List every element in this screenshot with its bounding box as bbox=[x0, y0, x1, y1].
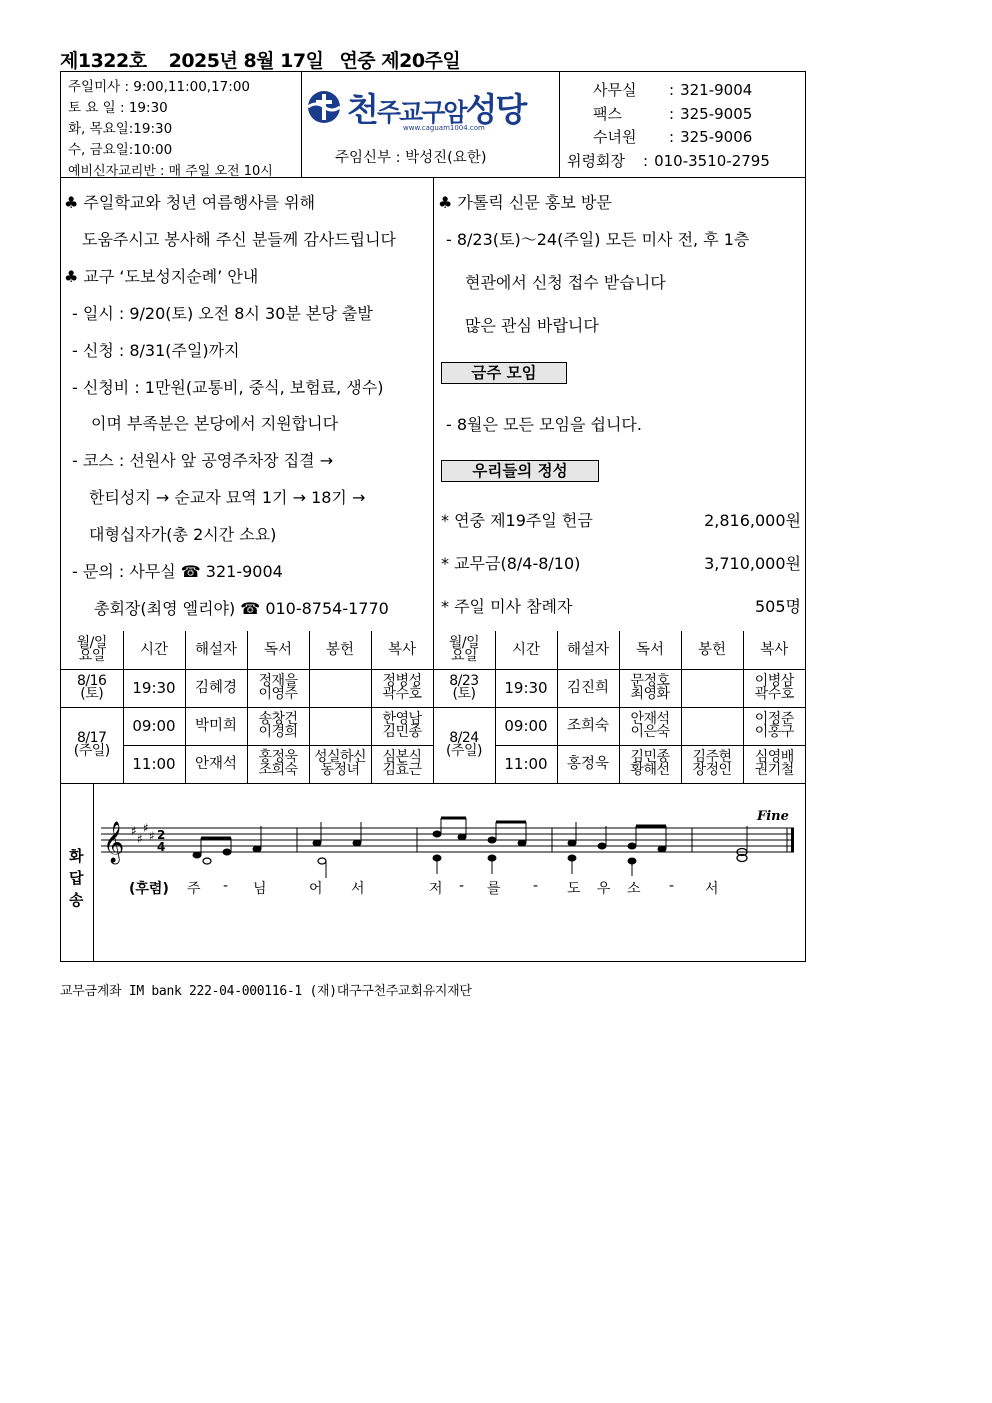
server-cell: 한영남 김민종 bbox=[371, 707, 433, 745]
contact-label: 위령회장 bbox=[567, 151, 625, 170]
time-cell: 11:00 bbox=[495, 745, 557, 783]
day-cell: 8/16 (토) bbox=[61, 669, 123, 707]
lyric-syllable: - bbox=[223, 878, 229, 894]
server-cell: 심본식 김효근 bbox=[371, 745, 433, 783]
contact-row bbox=[567, 79, 770, 103]
psalm-label-char: 송 bbox=[69, 891, 84, 909]
offering-cell bbox=[309, 669, 371, 707]
time-cell: 19:30 bbox=[123, 669, 185, 707]
table-header-row bbox=[61, 631, 805, 669]
treble-clef-icon: 𝄞 bbox=[103, 822, 125, 863]
header-cell: 봉헌 bbox=[681, 631, 743, 669]
server-cell: 이정준 이홍구 bbox=[743, 707, 805, 745]
lyric-syllable: 어 bbox=[309, 881, 323, 897]
time-cell: 09:00 bbox=[123, 707, 185, 745]
offering-amount: 3,710,000원 bbox=[704, 554, 801, 573]
notice-line: - 신청비 : 1만원(교통비, 중식, 보험료, 생수) bbox=[72, 378, 384, 397]
refrain-label: (후렴) bbox=[129, 881, 169, 897]
header-cell: 월/일 요일 bbox=[433, 631, 495, 669]
contact-value: 325-9006 bbox=[680, 128, 753, 146]
svg-text:♯: ♯ bbox=[131, 824, 137, 838]
header-cell: 월/일 요일 bbox=[61, 631, 123, 669]
offering-amount: 505명 bbox=[755, 597, 801, 616]
offering-amount: 2,816,000원 bbox=[704, 511, 801, 530]
mass-time-line: 주일미사 : 9:00,11:00,17:00 bbox=[68, 79, 251, 95]
commentator-cell: 김혜경 bbox=[185, 669, 247, 707]
notice-line: - 코스 : 선원사 앞 공영주차장 집결 → bbox=[72, 451, 334, 470]
svg-text:2: 2 bbox=[157, 828, 166, 842]
bulletin-date: 2025년 8월 17일 bbox=[168, 50, 324, 72]
contact-label: 사무실 bbox=[593, 81, 637, 99]
lyric-syllable: 를 bbox=[487, 881, 501, 897]
contact-label: 수녀원 bbox=[593, 128, 637, 146]
notice-line: 이며 부족분은 본당에서 지원합니다 bbox=[91, 414, 339, 433]
header-cell: 독서 bbox=[619, 631, 681, 669]
parish-url: www.caguam1004.com bbox=[403, 124, 485, 132]
lyric-syllable: 소 bbox=[627, 881, 641, 897]
contact-row bbox=[567, 103, 770, 127]
lyric-syllable: 서 bbox=[705, 881, 719, 897]
contact-colon: : bbox=[669, 104, 675, 123]
divider bbox=[301, 72, 302, 177]
day-cell: 8/24 (주일) bbox=[433, 707, 495, 783]
reader-cell: 송창건 이경희 bbox=[247, 707, 309, 745]
psalm-music-score bbox=[97, 808, 797, 878]
lyric-syllable: 서 bbox=[351, 881, 365, 897]
lyric-syllable: - bbox=[669, 878, 675, 894]
bulletin-title bbox=[60, 46, 808, 70]
notice-line: - 일시 : 9/20(토) 오전 8시 30분 본당 출발 bbox=[72, 304, 373, 323]
contact-value: 325-9005 bbox=[680, 104, 753, 123]
mass-time-line: 수, 금요일:10:00 bbox=[68, 142, 173, 158]
notice-line: - 신청 : 8/31(주일)까지 bbox=[72, 341, 240, 360]
lyric-syllable: 저 bbox=[429, 881, 443, 897]
server-cell: 심영배 권기철 bbox=[743, 745, 805, 783]
reader-cell: 안재석 이은숙 bbox=[619, 707, 681, 745]
parish-logo bbox=[307, 86, 547, 134]
reader-cell: 홍정욱 조희숙 bbox=[247, 745, 309, 783]
svg-text:♯: ♯ bbox=[149, 829, 155, 843]
header-cell: 시간 bbox=[495, 631, 557, 669]
offering-cell bbox=[309, 707, 371, 745]
commentator-cell: 김진희 bbox=[557, 669, 619, 707]
mass-time-line: 예비신자교리반 : 매 주일 오전 10시 bbox=[68, 164, 273, 179]
contact-row bbox=[567, 126, 770, 150]
contact-row bbox=[567, 150, 770, 174]
ministry-schedule-table bbox=[61, 631, 805, 784]
server-cell: 이병삼 곽수호 bbox=[743, 669, 805, 707]
issue-number: 제1322호 bbox=[60, 50, 147, 72]
table-row bbox=[61, 669, 805, 707]
header-cell: 복사 bbox=[371, 631, 433, 669]
parish-name: 천주교구암성당 bbox=[347, 90, 526, 129]
svg-text:4: 4 bbox=[157, 840, 166, 854]
svg-text:♯: ♯ bbox=[137, 832, 143, 846]
notice-line: - 8월은 모든 모임을 쉽니다. bbox=[446, 415, 642, 434]
header-cell: 복사 bbox=[743, 631, 805, 669]
lyric-syllable: 님 bbox=[253, 881, 267, 897]
notice-heading: ♣ 교구 ‘도보성지순례’ 안내 bbox=[64, 267, 259, 286]
notice-line: 총회장(최영 엘리야) ☎ 010-8754-1770 bbox=[94, 599, 389, 618]
contact-value: 321-9004 bbox=[680, 81, 753, 99]
divider bbox=[433, 177, 434, 631]
time-cell: 09:00 bbox=[495, 707, 557, 745]
lyric-syllable: - bbox=[533, 878, 539, 894]
header-cell: 해설자 bbox=[185, 631, 247, 669]
offering-label: * 주일 미사 참례자 bbox=[441, 597, 573, 616]
reader-cell: 정재을 이영주 bbox=[247, 669, 309, 707]
offering-cell bbox=[681, 707, 743, 745]
contact-colon: : bbox=[669, 128, 675, 146]
reader-cell: 김민종 황해선 bbox=[619, 745, 681, 783]
notice-heading: ♣ 주일학교와 청년 여름행사를 위해 bbox=[64, 193, 316, 212]
contact-label: 팩스 bbox=[593, 104, 622, 123]
lyric-syllable: 도 bbox=[567, 881, 581, 897]
day-cell: 8/23 (토) bbox=[433, 669, 495, 707]
notice-line: 한티성지 → 순교자 묘역 1기 → 18기 → bbox=[89, 488, 366, 507]
divider bbox=[61, 783, 805, 784]
divider bbox=[559, 72, 560, 177]
commentator-cell: 조희숙 bbox=[557, 707, 619, 745]
notice-line: - 8/23(토)～24(주일) 모든 미사 전, 후 1층 bbox=[446, 230, 750, 249]
responsorial-psalm-label bbox=[61, 785, 93, 961]
lyric-syllable: 주 bbox=[187, 881, 201, 897]
offering-label: * 교무금(8/4-8/10) bbox=[441, 554, 581, 573]
psalm-label-char: 답 bbox=[69, 869, 84, 887]
offering-label: * 연중 제19주일 헌금 bbox=[441, 511, 593, 530]
server-cell: 정병성 곽수호 bbox=[371, 669, 433, 707]
day-cell: 8/17 (주일) bbox=[61, 707, 123, 783]
commentator-cell: 홍정욱 bbox=[557, 745, 619, 783]
offering-heading: 우리들의 정성 bbox=[441, 460, 599, 482]
time-cell: 11:00 bbox=[123, 745, 185, 783]
contact-colon: : bbox=[669, 81, 675, 99]
notice-line: 도움주시고 봉사해 주신 분들께 감사드립니다 bbox=[82, 230, 397, 249]
contact-value: 010-3510-2795 bbox=[654, 151, 770, 170]
mass-time-line: 토 요 일 : 19:30 bbox=[68, 100, 168, 116]
offering-cell: 성실하신 동정녀 bbox=[309, 745, 371, 783]
notice-line: 현관에서 신청 접수 받습니다 bbox=[465, 273, 666, 292]
commentator-cell: 안재석 bbox=[185, 745, 247, 783]
commentator-cell: 박미희 bbox=[185, 707, 247, 745]
notice-line: 많은 관심 바랍니다 bbox=[465, 316, 599, 335]
header-cell: 독서 bbox=[247, 631, 309, 669]
notice-line: 대형십자가(총 2시간 소요) bbox=[89, 525, 277, 544]
svg-text:♯: ♯ bbox=[143, 821, 149, 835]
header-cell: 봉헌 bbox=[309, 631, 371, 669]
notice-heading: ♣ 가톨릭 신문 홍보 방문 bbox=[438, 193, 612, 212]
psalm-label-char: 화 bbox=[69, 847, 84, 865]
mass-times bbox=[68, 77, 273, 182]
lyric-syllable: 우 bbox=[597, 881, 611, 897]
offering-cell bbox=[681, 669, 743, 707]
pastor-name: 주임신부 : 박성진(요한) bbox=[335, 150, 487, 166]
table-row bbox=[61, 707, 805, 745]
meeting-heading: 금주 모임 bbox=[441, 362, 567, 384]
notice-line: - 문의 : 사무실 ☎ 321-9004 bbox=[72, 562, 283, 581]
contact-colon: : bbox=[643, 151, 649, 170]
time-cell: 19:30 bbox=[495, 669, 557, 707]
offering-cell: 김주현 장정인 bbox=[681, 745, 743, 783]
liturgical-sunday: 연중 제20주일 bbox=[339, 50, 461, 72]
parish-emblem-icon bbox=[307, 90, 341, 124]
divider bbox=[93, 783, 94, 961]
bulletin-frame bbox=[60, 71, 806, 962]
donation-account-footer: 교무금계좌 IM bank 222-04-000116-1 (재)대구구천주교회유지재단 bbox=[60, 984, 472, 999]
header-cell: 해설자 bbox=[557, 631, 619, 669]
reader-cell: 문정호 최영화 bbox=[619, 669, 681, 707]
header-cell: 시간 bbox=[123, 631, 185, 669]
contacts bbox=[567, 79, 770, 173]
fine-marking: Fine bbox=[757, 809, 789, 824]
lyric-syllable: - bbox=[459, 878, 465, 894]
mass-time-line: 화, 목요일:19:30 bbox=[68, 121, 173, 137]
